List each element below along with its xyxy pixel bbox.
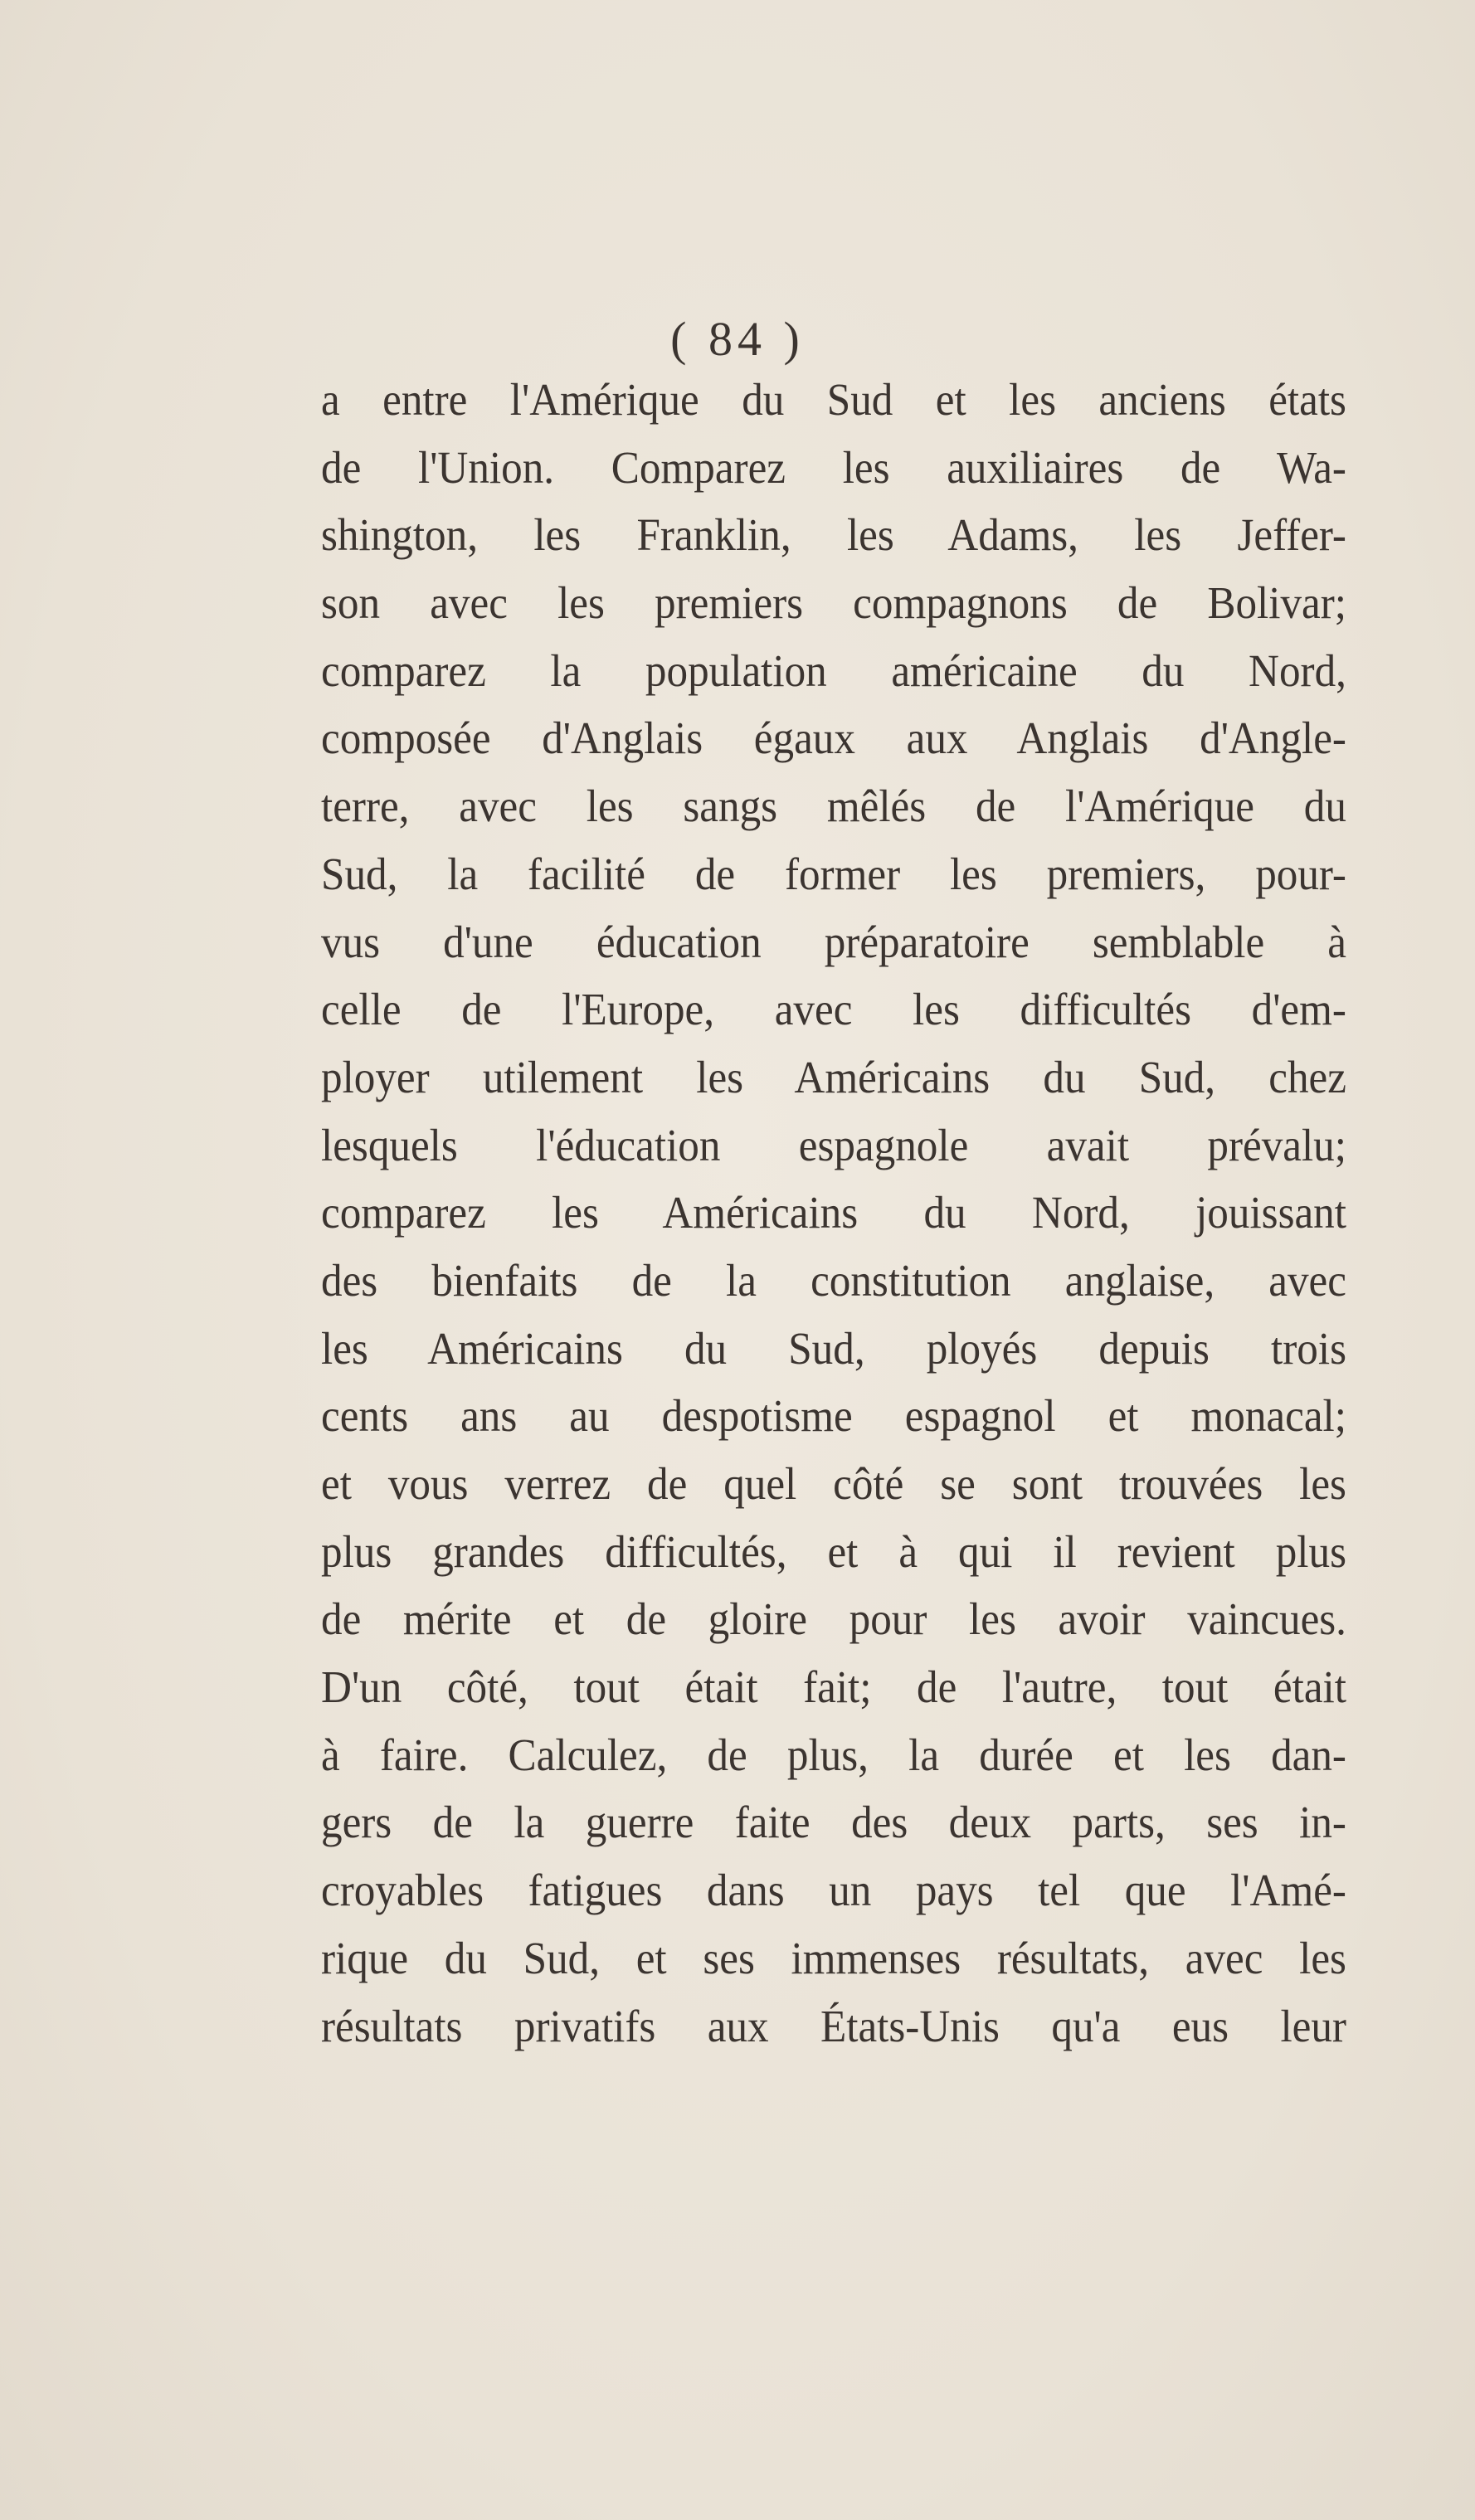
page-number: ( 84 ) <box>670 312 805 366</box>
text-line: de mérite et de gloire pour les avoir vaincues. <box>321 1593 1346 1645</box>
text-line: shington, les Franklin, les Adams, les Jeffer- <box>321 509 1346 561</box>
text-line: composée d'Anglais égaux aux Anglais d'Angle- <box>321 713 1346 764</box>
text-line: de l'Union. Comparez les auxiliaires de Wa- <box>321 441 1346 493</box>
text-line: terre, avec les sangs mêlés de l'Amérique du <box>321 781 1346 832</box>
text-line: son avec les premiers compagnons de Bolivar; <box>321 577 1346 629</box>
text-line: rique du Sud, et ses immenses résultats, avec les <box>321 1932 1346 1983</box>
text-line: croyables fatigues dans un pays tel que l'Amé- <box>321 1865 1346 1916</box>
text-line: lesquels l'éducation espagnole avait prévalu; <box>321 1119 1346 1170</box>
text-line: résultats privatifs aux États-Unis qu'a eus leur <box>321 2000 1346 2051</box>
text-line: les Américains du Sud, ployés depuis trois <box>321 1322 1346 1374</box>
text-line: gers de la guerre faite des deux parts, ses in- <box>321 1797 1346 1848</box>
text-line: comparez la population américaine du Nord, <box>321 645 1346 696</box>
text-line: cents ans au despotisme espagnol et monacal; <box>321 1390 1346 1442</box>
text-line: ployer utilement les Américains du Sud, chez <box>321 1051 1346 1102</box>
text-line: Sud, la facilité de former les premiers, pour- <box>321 848 1346 899</box>
text-line: et vous verrez de quel côté se sont trouvées les <box>321 1458 1346 1509</box>
text-line: celle de l'Europe, avec les difficultés d'em- <box>321 984 1346 1035</box>
text-line: D'un côté, tout était fait; de l'autre, tout était <box>321 1661 1346 1713</box>
text-line: des bienfaits de la constitution anglaise, avec <box>321 1254 1346 1306</box>
text-line: a entre l'Amérique du Sud et les anciens états <box>321 374 1346 425</box>
text-line: plus grandes difficultés, et à qui il revient plus <box>321 1525 1346 1577</box>
text-line: à faire. Calculez, de plus, la durée et les dan- <box>321 1729 1346 1780</box>
text-line: comparez les Américains du Nord, jouissant <box>321 1187 1346 1238</box>
text-line: vus d'une éducation préparatoire semblable à <box>321 916 1346 967</box>
page-body-text <box>321 366 1346 2060</box>
